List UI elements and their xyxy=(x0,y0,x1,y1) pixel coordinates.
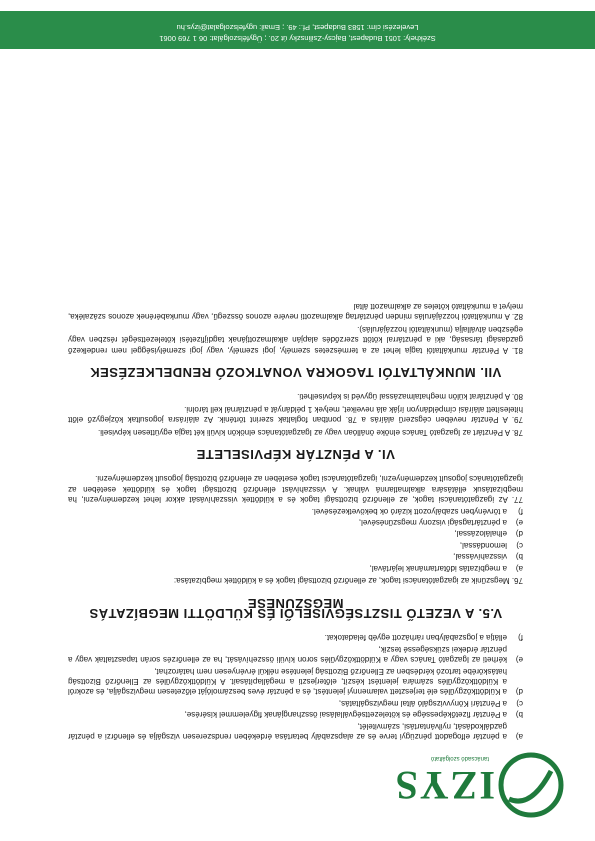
list-item: b) a Pénztár fizetőképessége és kötelezettségvállalásai összhangjának figyelemmel kísérése, xyxy=(184,710,523,720)
list-item: b) visszahívással, xyxy=(453,552,523,562)
body-text xyxy=(68,299,523,741)
paragraph-78: 78. A Pénztárt az Igazgató Tanács elnöke önállóan vagy az Igazgatótanács elnökön kívüli két tagja együttesen képviseli. xyxy=(97,427,523,437)
list-item: d) a Küldöttközgyűlés elé terjesztett valamennyi jelentést, és a pénztár éves beszámolóját előzetesen megvizsgálja, és azokról a Küldöttközgyűlés számára jelentést készít, előterjeszti a megállapításait. A Küldöttközgyűlés az Ellenőrző Bizottság hatáskörébe tartozó kérdésben az Ellenőrző Bizottság jelentése nélkül érvényesen nem határozhat, xyxy=(68,666,523,697)
logo-subtitle: tanácsadó szolgáltató xyxy=(430,755,489,761)
list-item: a) a megbízatás időtartamának lejártával, xyxy=(369,563,523,573)
logo-mark-icon xyxy=(495,751,565,819)
paragraph-80: 80. A pénztárat külön meghatalmazással ügyvéd is képviselheti. xyxy=(297,392,523,402)
izys-logo xyxy=(375,751,565,819)
list-item: d) elhalálozással, xyxy=(454,529,523,539)
list-item: f) ellátja a jogszabályban rárházott egyéb feladatokat. xyxy=(324,633,523,643)
list-2 xyxy=(68,505,523,572)
list-item: e) a pénztártagsági viszony megszűnésével, xyxy=(358,518,523,528)
list-item: f) a törvényben szabályozott kizáró ok bekövetkezésével. xyxy=(311,506,523,516)
paragraph-76: 76. Megszűnik az igazgatótanácsi tagok, az ellenőrző bizottsági tagok és a küldöttek megbízatása: xyxy=(173,576,523,586)
footer xyxy=(0,22,595,44)
list-item: c) a Pénztári Könyvvizsgáló által megvizsgáltatás, xyxy=(338,698,523,708)
footer-address: Székhely: 1051 Budapest, Bajcsy-Zsilinszky út 20. ; Ügyfélszolgálat: 06 1 769 0061 xyxy=(159,34,436,43)
section-heading: VI. A PÉNZTÁR KÉPVISELETE xyxy=(196,447,395,463)
paragraph-81: 81. A Pénztár munkáltatói tagja lehet az a természetes személy, jogi személy, vagy jogi személyiséggel nem rendelkező gazdasági társaság, aki a pénztárral kötött szerződés alapján alkalmazottjának tagdíjfizetési kötelezettségét részben vagy egészben átvállalja (munkáltatói hozzájárulás). xyxy=(68,324,523,355)
section-heading: V.5. A VEZETŐ TISZTSÉGVISELŐI ÉS KÜLDÖTTI MEGBÍZATÁS MEGSZŰNÉSE xyxy=(89,595,502,621)
section-heading: VII. MUNKÁLTATÓI TAGOKRA VONATKOZÓ RENDELKEZÉSEK xyxy=(89,365,502,381)
list-item: a) a pénztár elfogadott pénzügyi terve és az alapszabály betartása érdekében rendszeresen vizsgálja és ellenőrzi a pénztár gazdálkodását, nyilvántartási, számvitelét, xyxy=(68,721,523,741)
logo-text: IZYS xyxy=(393,763,495,808)
footer-contact: Levelezési cím: 1583 Budapest, Pf.: 49. ; Email: ugyfelszolgalat@izys.hu xyxy=(176,23,419,32)
paragraph-77: 77. Az igazgatótanácsi tagok, az ellenőrző bizottsági tagok és a küldöttek visszahívását akkor lehet kezdeményezni, ha megbízatásuk ellátására alkalmatlanná válnak. A visszahívást ellenőrző bizottsági tagok és küldöttek esetében az igazgatótanács jogosult kezdeményezni, igazgatótanácsi tagok esetében az ellenőrző bizottság jogosult kezdeményezni. xyxy=(68,474,523,505)
paragraph-82: 82. A munkáltatói hozzájárulás minden pénztártag alkalmazotti nevére azonos összegű, vagy munkabérének azonos százaléka, melyet a munkáltató köteles az alkalmazott által xyxy=(68,302,523,322)
list-1 xyxy=(68,632,523,741)
list-item: e) kérheti az Igazgató Tanács vagy a Küldöttközgyűlés soron kívüli összehívását, ha az ellenőrzés során tapasztaltak vagy a pénztár érdekei szükségessé teszik, xyxy=(68,644,523,665)
paragraph-79: 79. A Pénztár nevében cégszerű aláírás a 78. pontban foglaltak szerint történik. Az aláírásra jogosultak közjegyző előtt hitelesített aláírási címpéldányon írják alá neveiket, melyek 1 példányát a pénztárnál kell tárolni. xyxy=(68,404,523,425)
list-item: c) lemondással, xyxy=(459,540,523,550)
